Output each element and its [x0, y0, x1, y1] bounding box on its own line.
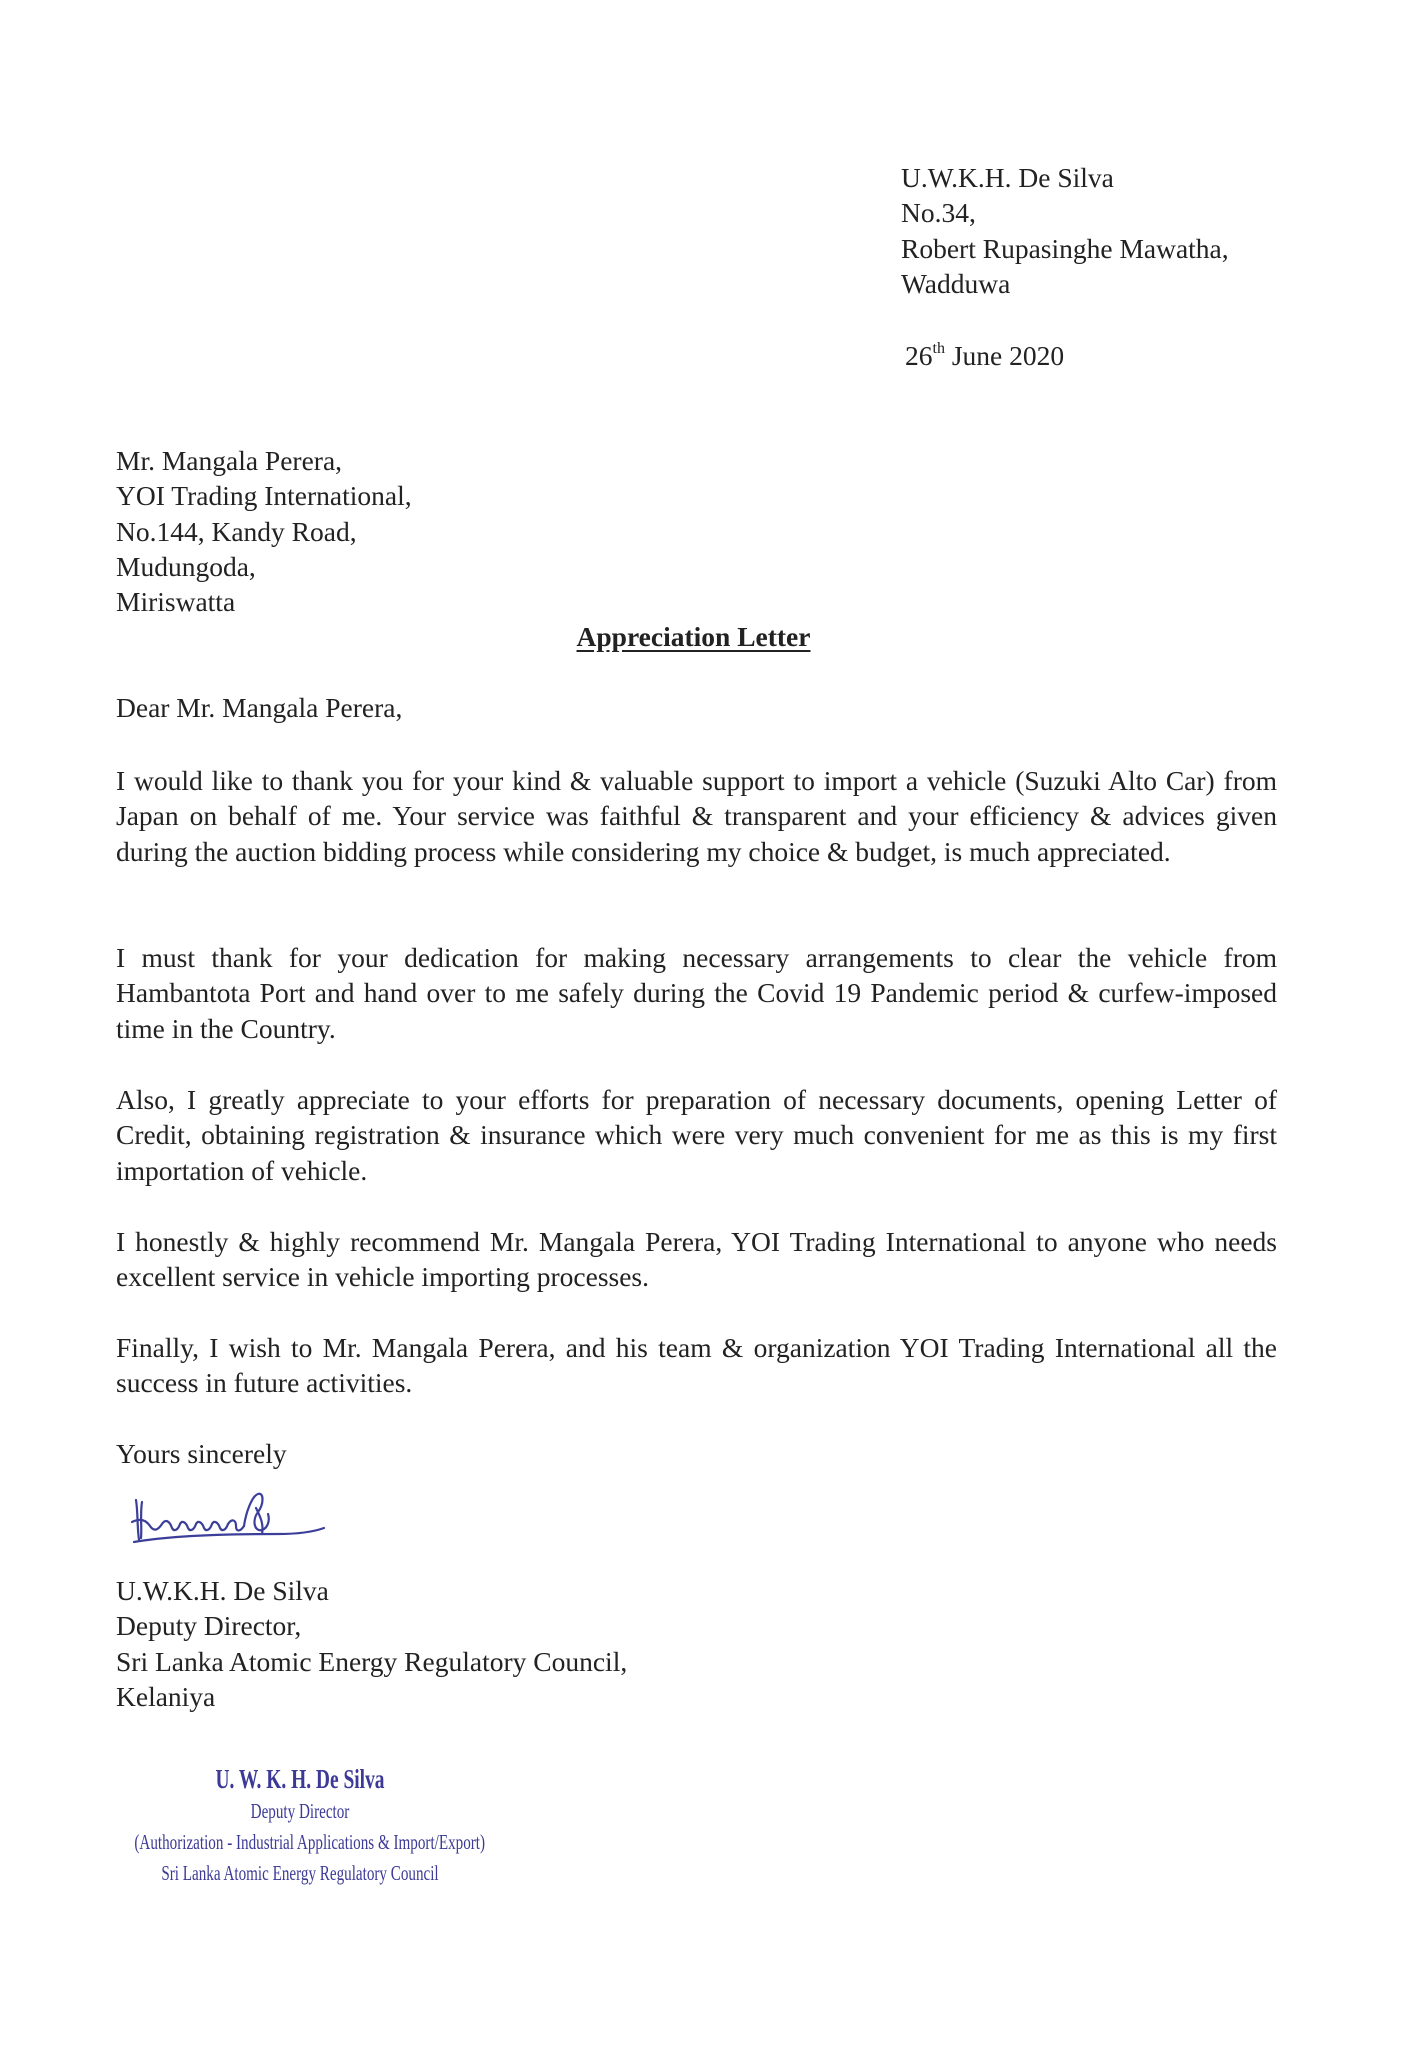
recipient-address-block	[116, 443, 412, 619]
recipient-line-3: No.144, Kandy Road,	[116, 515, 357, 547]
stamp-division: (Authorization - Industrial Applications & Import/Export)	[134, 1830, 486, 1854]
sender-name: U.W.K.H. De Silva	[901, 162, 1114, 193]
signatory-title: Deputy Director,	[116, 1610, 302, 1642]
recipient-line-5: Miriswatta	[116, 586, 236, 618]
sender-address-block	[901, 160, 1229, 301]
body-paragraph-2: I must thank for your dedication for making necessary arrangements to clear the vehicle from Hambantota Port and hand over to me safely during the Covid 19 Pandemic period & curfew-imposed time in the Country.	[116, 942, 1277, 1044]
signatory-block	[116, 1573, 627, 1714]
date-day: 26	[905, 340, 933, 371]
signatory-location: Kelaniya	[116, 1680, 216, 1712]
date-month-year: June 2020	[951, 340, 1065, 371]
closing-phrase: Yours sincerely	[116, 1438, 287, 1469]
official-stamp	[70, 1762, 530, 1889]
stamp-name: U. W. K. H. De Silva	[215, 1764, 385, 1794]
recipient-line-4: Mudungoda,	[116, 550, 256, 582]
recipient-line-2: YOI Trading International,	[116, 480, 412, 512]
sender-address-line-1: No.34,	[901, 197, 976, 229]
sender-address-line-3: Wadduwa	[901, 267, 1011, 299]
signatory-name: U.W.K.H. De Silva	[116, 1575, 329, 1606]
body-paragraph-4: I honestly & highly recommend Mr. Mangala Perera, YOI Trading International to anyone who needs excellent service in vehicle importing processes.	[116, 1226, 1277, 1293]
date-day-suffix: th	[932, 340, 945, 357]
stamp-title: Deputy Director	[250, 1799, 350, 1823]
letter-subject: Appreciation Letter	[576, 621, 811, 652]
body-paragraph-5: Finally, I wish to Mr. Mangala Perera, and his team & organization YOI Trading International all the success in future activities.	[116, 1332, 1277, 1399]
letter-date	[905, 338, 1064, 373]
body-paragraph-3: Also, I greatly appreciate to your efforts for preparation of necessary documents, opening Letter of Credit, obtaining registration & insurance which were very much convenient for me as this is my first importation of vehicle.	[116, 1084, 1277, 1186]
stamp-organization: Sri Lanka Atomic Energy Regulatory Council	[161, 1861, 439, 1885]
body-paragraph-1: I would like to thank you for your kind & valuable support to import a vehicle (Suzuki Alto Car) from Japan on behalf of me. Your service was faithful & transparent and your efficiency & advices given during the auction bidding process while considering my choice & budget, is much appreciated.	[116, 765, 1277, 867]
recipient-line-1: Mr. Mangala Perera,	[116, 445, 343, 476]
signatory-organization: Sri Lanka Atomic Energy Regulatory Council,	[116, 1645, 628, 1677]
sender-address-line-2: Robert Rupasinghe Mawatha,	[901, 232, 1229, 264]
handwritten-signature	[128, 1482, 328, 1552]
salutation: Dear Mr. Mangala Perera,	[116, 692, 403, 723]
